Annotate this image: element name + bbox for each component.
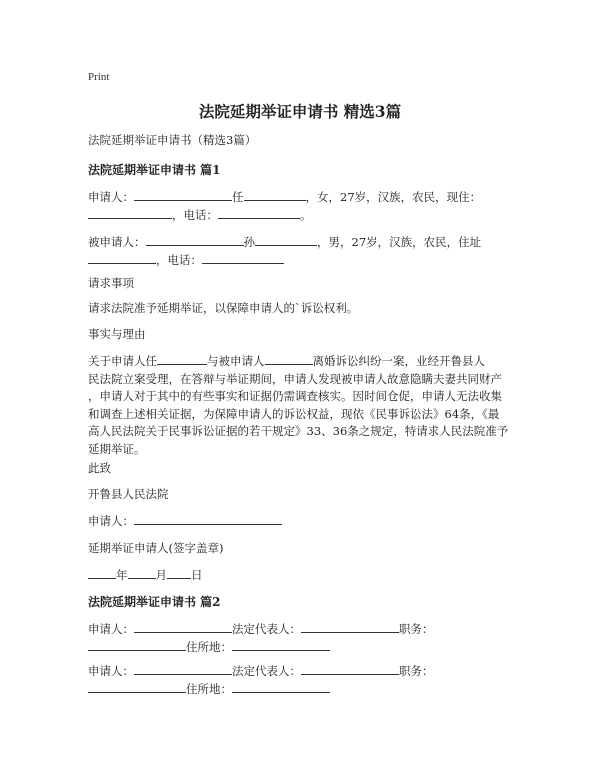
signer-label: 申请人： bbox=[88, 514, 134, 528]
blank-field bbox=[244, 188, 306, 201]
blank-field bbox=[134, 512, 282, 525]
facts-paragraph bbox=[88, 352, 518, 458]
facts-text: 关于申请人任 bbox=[88, 354, 157, 368]
section1-heading: 法院延期举证申请书 篇1 bbox=[88, 163, 221, 177]
sign-note: 延期举证申请人(签字盖章) bbox=[88, 541, 224, 555]
blank-field bbox=[167, 566, 191, 579]
blank-field bbox=[128, 566, 156, 579]
day-label: 日 bbox=[191, 568, 203, 582]
facts-text: ，申请人对于其中的有些事实和证据仍需调查核实。因时间仓促，申请人无法收集 bbox=[88, 389, 502, 403]
address-label: 住所地： bbox=[186, 682, 232, 696]
applicant-label: 申请人： bbox=[88, 190, 134, 204]
blank-field bbox=[255, 233, 317, 246]
legal-rep-label: 法定代表人： bbox=[232, 664, 301, 678]
subtitle: 法院延期举证申请书（精选3篇） bbox=[88, 133, 257, 147]
respondent-line-2 bbox=[88, 251, 284, 268]
document-title: 法院延期举证申请书 精选3篇 bbox=[198, 102, 402, 121]
facts-text: 与被申请人 bbox=[207, 354, 265, 368]
blank-field bbox=[232, 680, 330, 693]
blank-field bbox=[232, 638, 330, 651]
respondent-label: 被申请人： bbox=[88, 235, 146, 249]
section2-applicant-line bbox=[88, 662, 434, 679]
facts-text: 高人民法院关于民事诉讼证据的若干规定》33、36条之规定，特请求人民法院准予 bbox=[88, 424, 509, 438]
salutation: 此致 bbox=[88, 461, 111, 475]
address-label: 住所地： bbox=[186, 640, 232, 654]
respondent-details: ，男，27岁，汉族，农民，住址 bbox=[317, 235, 482, 249]
position-label: 职务： bbox=[399, 664, 434, 678]
request-heading: 请求事项 bbox=[88, 276, 134, 290]
legal-rep-label: 法定代表人： bbox=[232, 622, 301, 636]
print-label[interactable]: Print bbox=[88, 71, 110, 83]
applicant-label: 申请人： bbox=[88, 622, 134, 636]
section2-heading: 法院延期举证申请书 篇2 bbox=[88, 595, 221, 609]
blank-field bbox=[134, 620, 232, 633]
section2-address-line bbox=[88, 638, 330, 655]
blank-field bbox=[134, 662, 232, 675]
section2-address-line bbox=[88, 680, 330, 697]
position-label: 职务： bbox=[399, 622, 434, 636]
period-text: 。 bbox=[300, 208, 312, 222]
phone-label: ，电话： bbox=[172, 208, 218, 222]
blank-field bbox=[146, 233, 244, 246]
blank-field bbox=[265, 352, 313, 365]
month-label: 月 bbox=[155, 568, 167, 582]
blank-field bbox=[202, 251, 284, 264]
blank-field bbox=[88, 566, 116, 579]
date-line bbox=[88, 566, 203, 583]
court-name: 开鲁县人民法院 bbox=[88, 487, 169, 501]
blank-field bbox=[88, 251, 156, 264]
applicant-line-2 bbox=[88, 206, 312, 223]
surname-text: 任 bbox=[232, 190, 244, 204]
respondent-line bbox=[88, 233, 481, 250]
blank-field bbox=[88, 680, 186, 693]
blank-field bbox=[301, 662, 399, 675]
blank-field bbox=[88, 638, 186, 651]
year-label: 年 bbox=[116, 568, 128, 582]
facts-text: 民法院立案受理，在答辩与举证期间，申请人发现被申请人故意隐瞒夫妻共同财产 bbox=[88, 371, 502, 386]
applicant-details: ，女，27岁，汉族，农民，现住： bbox=[305, 190, 482, 204]
facts-text: 离婚诉讼纠纷一案，业经开鲁县人 bbox=[312, 354, 485, 368]
blank-field bbox=[134, 188, 232, 201]
blank-field bbox=[301, 620, 399, 633]
facts-heading: 事实与理由 bbox=[88, 327, 146, 341]
blank-field bbox=[157, 352, 207, 365]
applicant-line bbox=[88, 188, 481, 205]
section2-applicant-line bbox=[88, 620, 434, 637]
phone-label: ，电话： bbox=[156, 253, 202, 267]
blank-field bbox=[218, 206, 300, 219]
blank-field bbox=[88, 206, 172, 219]
signer-line bbox=[88, 512, 282, 529]
facts-text: 延期举证。 bbox=[88, 441, 146, 456]
request-text: 请求法院准予延期举证，以保障申请人的`诉讼权利。 bbox=[88, 301, 359, 315]
surname-text: 孙 bbox=[243, 235, 255, 249]
applicant-label: 申请人： bbox=[88, 664, 134, 678]
facts-text: 和调查上述相关证据，为保障申请人的诉讼权益，现依《民事诉讼法》64条，《最 bbox=[88, 406, 500, 421]
